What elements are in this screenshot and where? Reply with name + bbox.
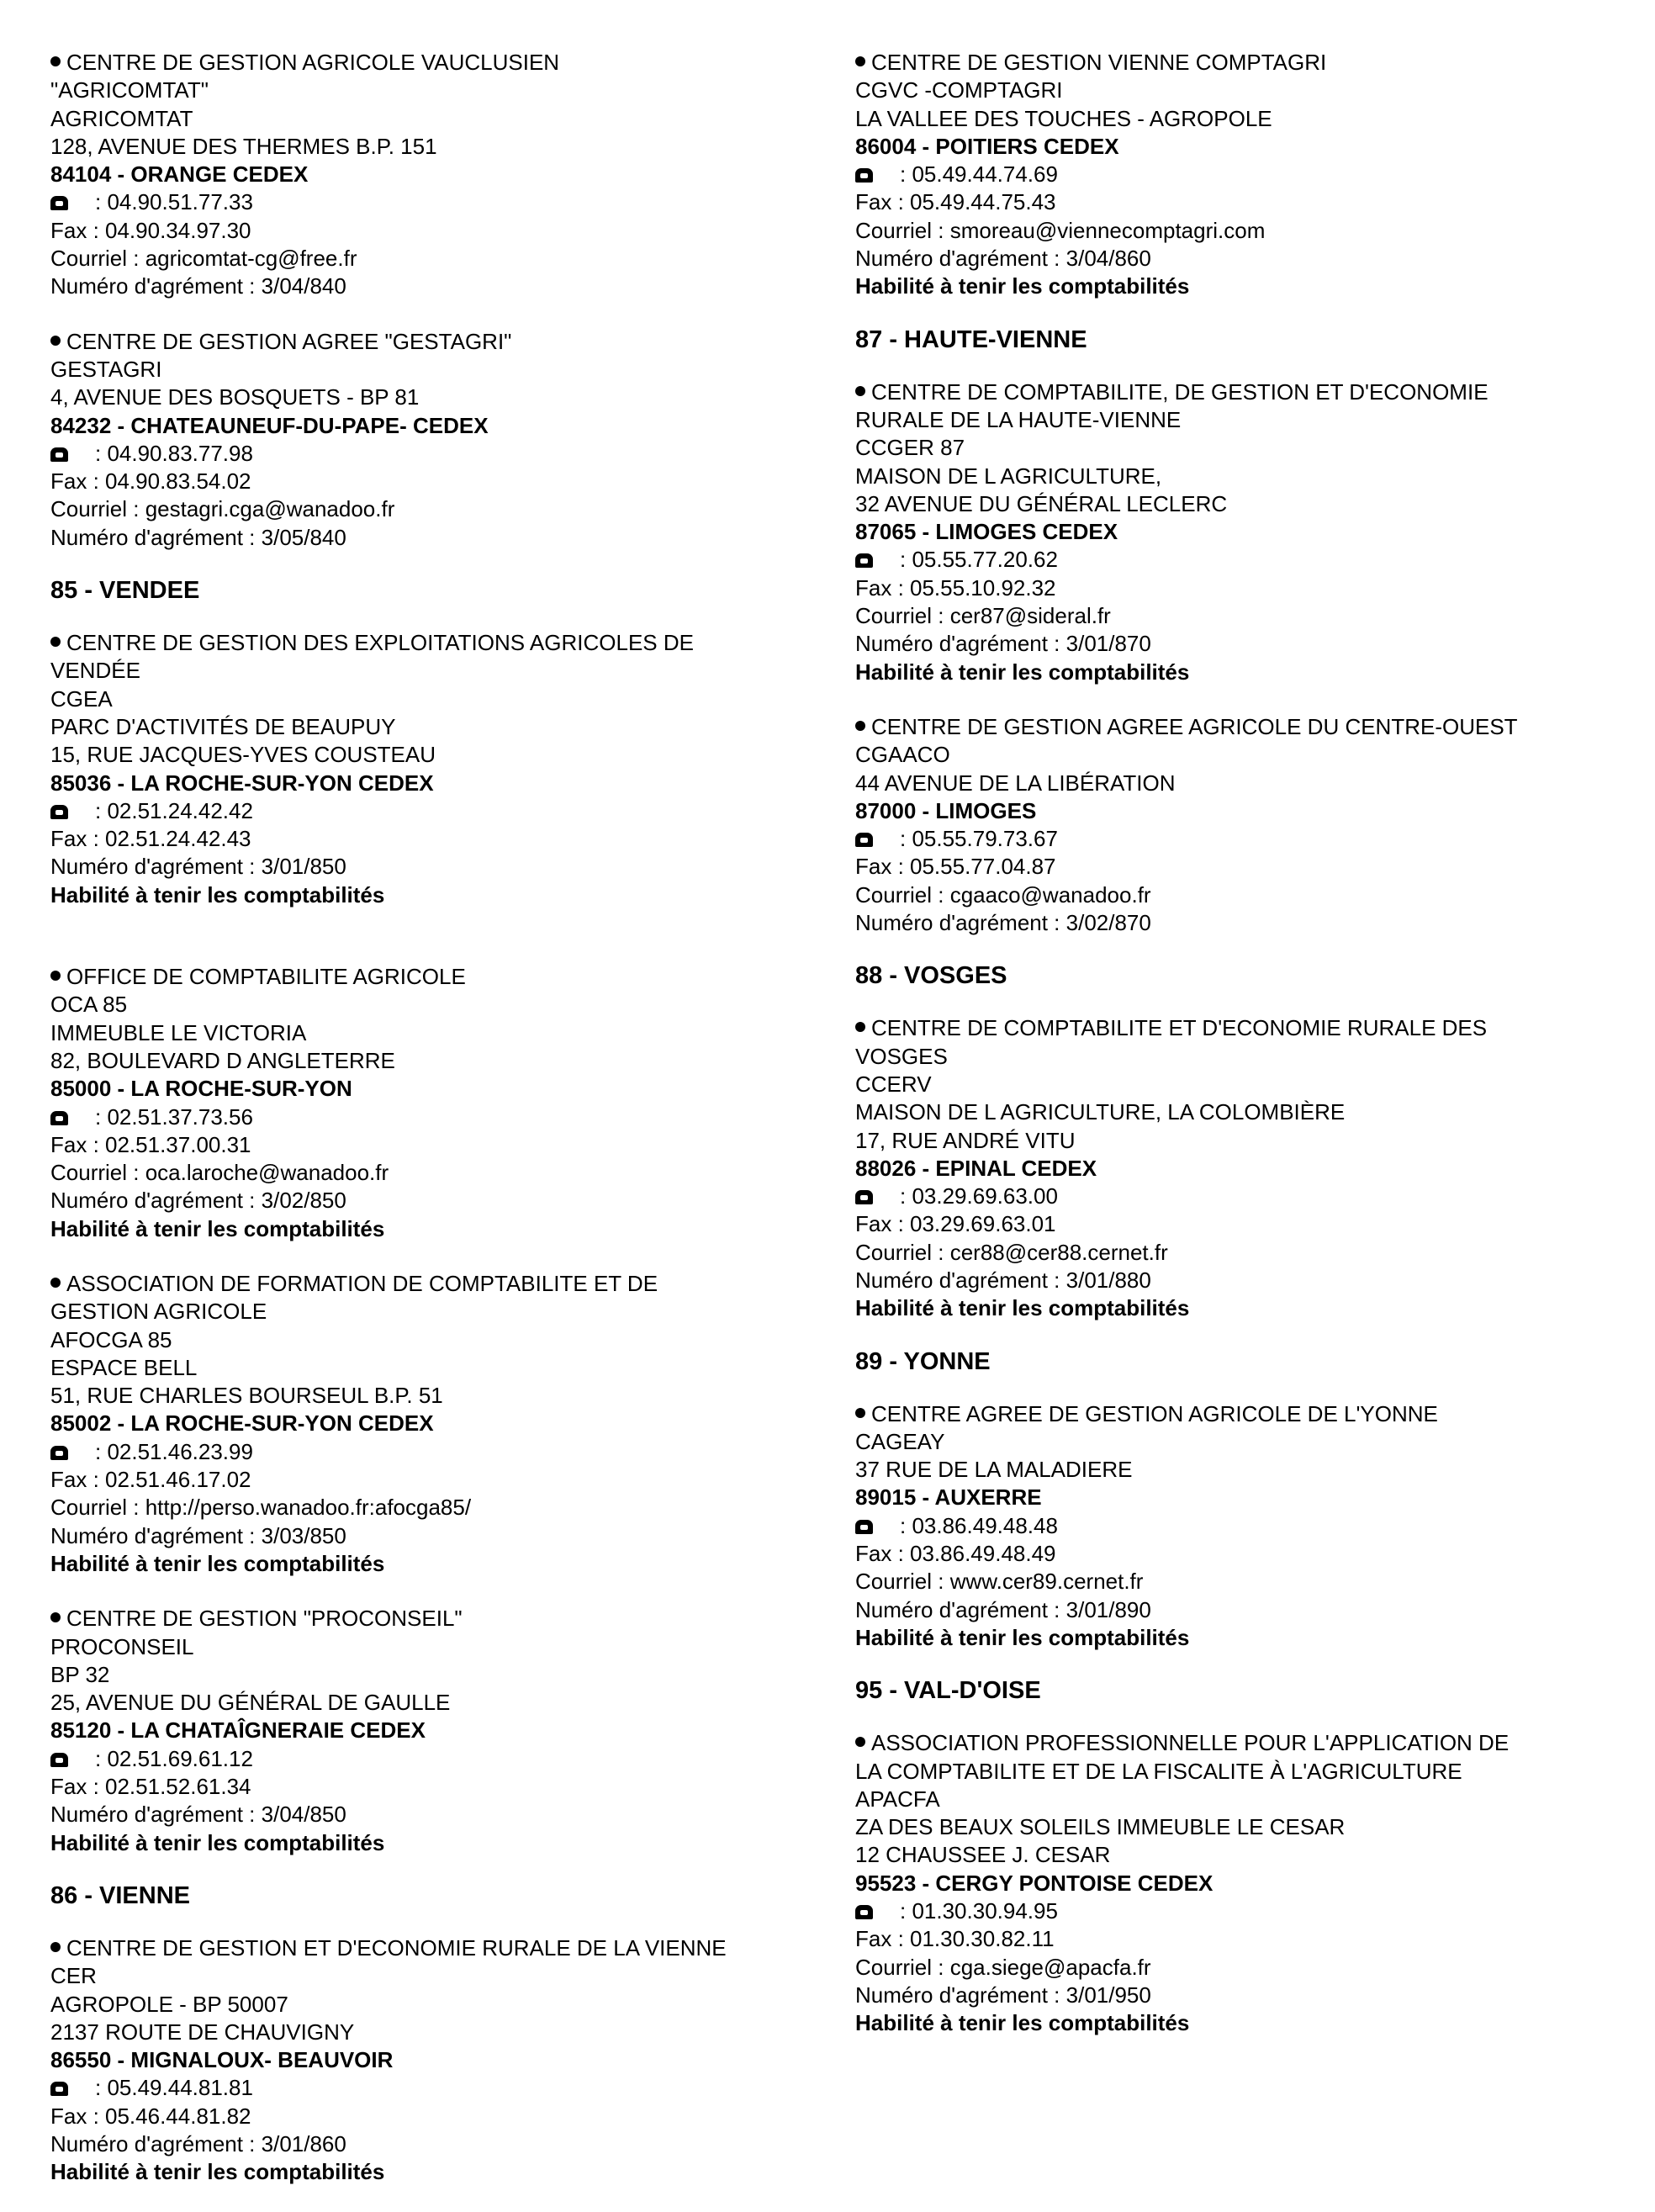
entry-name: OFFICE DE COMPTABILITE AGRICOLE: [66, 964, 466, 990]
entry-fax: Fax : 01.30.30.82.11: [855, 1926, 1055, 1952]
section-heading-88: 88 - VOSGES: [855, 962, 1007, 990]
entry-apacfa: [855, 1729, 1612, 2037]
entry-line: GESTAGRI: [50, 356, 162, 382]
entry-email[interactable]: Courriel : agricomtat-cg@free.fr: [50, 246, 357, 272]
entry-address: 4, AVENUE DES BOSQUETS - BP 81: [50, 384, 420, 410]
entry-line: OCA 85: [50, 992, 128, 1018]
entry-name: CENTRE DE GESTION ET D'ECONOMIE RURALE DE LA VIENNE: [66, 1934, 727, 1961]
entry-gestagri: [50, 328, 807, 552]
entry-line: PROCONSEIL: [50, 1633, 194, 1659]
entry-cer-vienne: [50, 1934, 807, 2187]
entry-agrement: Numéro d'agrément : 3/01/950: [855, 1982, 1151, 2008]
entry-cgvc-comptagri: [855, 49, 1612, 301]
entry-agricomtat: [50, 49, 807, 301]
entry-fax: Fax : 04.90.34.97.30: [50, 217, 251, 243]
bullet-icon: [50, 971, 61, 981]
section-heading-95: 95 - VAL-D'OISE: [855, 1677, 1041, 1705]
entry-fax: Fax : 03.86.49.48.49: [855, 1541, 1056, 1567]
entry-line: LA COMPTABILITE ET DE LA FISCALITE À L'AGRICULTURE: [855, 1758, 1462, 1784]
bullet-icon: [855, 386, 865, 396]
entry-phone: : 05.49.44.74.69: [900, 161, 1058, 188]
entry-line: AFOCGA 85: [50, 1326, 172, 1352]
entry-city: 86550 - MIGNALOUX- BEAUVOIR: [50, 2047, 394, 2073]
entry-cgaaco: [855, 713, 1612, 937]
entry-city: 89015 - AUXERRE: [855, 1484, 1042, 1511]
entry-email[interactable]: Courriel : cer88@cer88.cernet.fr: [855, 1239, 1168, 1265]
entry-agrement: Numéro d'agrément : 3/01/870: [855, 631, 1151, 657]
entry-name: CENTRE DE GESTION AGRICOLE VAUCLUSIEN: [66, 50, 560, 75]
entry-email[interactable]: Courriel : gestagri.cga@wanadoo.fr: [50, 496, 395, 522]
entry-agrement: Numéro d'agrément : 3/01/850: [50, 854, 346, 880]
entry-fax: Fax : 03.29.69.63.01: [855, 1211, 1056, 1237]
bullet-icon: [855, 1022, 865, 1032]
entry-city: 87000 - LIMOGES: [855, 797, 1037, 823]
entry-name: CENTRE DE GESTION AGREE "GESTAGRI": [66, 328, 512, 354]
entry-address: 37 RUE DE LA MALADIERE: [855, 1457, 1133, 1483]
entry-line: APACFA: [855, 1786, 940, 1812]
entry-line: VOSGES: [855, 1043, 948, 1069]
entry-phone: : 05.49.44.81.81: [95, 2075, 253, 2101]
entry-name: CENTRE DE COMPTABILITE ET D'ECONOMIE RURALE DES: [871, 1015, 1488, 1041]
entry-agrement: Numéro d'agrément : 3/02/870: [855, 910, 1151, 936]
bullet-icon: [50, 637, 61, 647]
entry-email[interactable]: Courriel : cga.siege@apacfa.fr: [855, 1954, 1151, 1980]
entry-phone: : 02.51.24.42.42: [95, 797, 253, 823]
entry-phone: : 02.51.69.61.12: [95, 1745, 253, 1771]
entry-habilite: Habilité à tenir les comptabilités: [50, 1215, 385, 1241]
entry-ccger87: [855, 378, 1612, 686]
entry-line: CGEA: [50, 685, 113, 712]
entry-name: CENTRE DE COMPTABILITE, DE GESTION ET D'ECONOMIE: [871, 378, 1488, 405]
entry-fax: Fax : 05.55.10.92.32: [855, 574, 1056, 601]
entry-phone: : 02.51.46.23.99: [95, 1438, 253, 1464]
entry-habilite: Habilité à tenir les comptabilités: [50, 2159, 385, 2185]
entry-line: "AGRICOMTAT": [50, 77, 209, 103]
entry-habilite: Habilité à tenir les comptabilités: [855, 273, 1190, 299]
entry-agrement: Numéro d'agrément : 3/04/850: [50, 1802, 346, 1828]
entry-fax: Fax : 02.51.52.61.34: [50, 1774, 251, 1800]
entry-fax: Fax : 05.46.44.81.82: [50, 2103, 251, 2129]
entry-email[interactable]: Courriel : oca.laroche@wanadoo.fr: [50, 1160, 389, 1186]
entry-habilite: Habilité à tenir les comptabilités: [50, 1550, 385, 1576]
entry-agrement: Numéro d'agrément : 3/01/890: [855, 1596, 1151, 1622]
entry-habilite: Habilité à tenir les comptabilités: [855, 1624, 1190, 1650]
entry-agrement: Numéro d'agrément : 3/03/850: [50, 1522, 346, 1548]
entry-city: 87065 - LIMOGES CEDEX: [855, 519, 1118, 545]
section-heading-87: 87 - HAUTE-VIENNE: [855, 325, 1087, 353]
entry-fax: Fax : 02.51.46.17.02: [50, 1467, 251, 1493]
entry-phone: : 02.51.37.73.56: [95, 1103, 253, 1130]
bullet-icon: [855, 1408, 865, 1418]
entry-fax: Fax : 02.51.24.42.43: [50, 826, 251, 852]
right-column: [855, 49, 1612, 2038]
entry-fax: Fax : 02.51.37.00.31: [50, 1131, 251, 1157]
entry-city: 85000 - LA ROCHE-SUR-YON: [50, 1076, 352, 1102]
telephone-icon: [855, 553, 873, 568]
entry-phone: : 01.30.30.94.95: [900, 1898, 1058, 1924]
entry-email[interactable]: Courriel : cer87@sideral.fr: [855, 603, 1111, 629]
entry-ccerv: [855, 1014, 1612, 1322]
entry-address: 15, RUE JACQUES-YVES COUSTEAU: [50, 742, 436, 768]
entry-address: 2137 ROUTE DE CHAUVIGNY: [50, 2019, 355, 2045]
entry-phone: : 04.90.83.77.98: [95, 440, 253, 466]
entry-name: CENTRE AGREE DE GESTION AGRICOLE DE L'YONNE: [871, 1400, 1438, 1426]
bullet-icon: [50, 56, 61, 66]
section-heading-85: 85 - VENDEE: [50, 577, 200, 605]
entry-city: 84104 - ORANGE CEDEX: [50, 161, 309, 188]
section-heading-89: 89 - YONNE: [855, 1347, 991, 1375]
entry-line: MAISON DE L AGRICULTURE, LA COLOMBIÈRE: [855, 1099, 1346, 1125]
entry-habilite: Habilité à tenir les comptabilités: [855, 1295, 1190, 1321]
bullet-icon: [855, 1737, 865, 1747]
entry-agrement: Numéro d'agrément : 3/05/840: [50, 524, 346, 550]
entry-line: CCGER 87: [855, 435, 965, 461]
entry-line: BP 32: [50, 1661, 110, 1687]
entry-email[interactable]: Courriel : www.cer89.cernet.fr: [855, 1569, 1144, 1595]
entry-address: 12 CHAUSSEE J. CESAR: [855, 1842, 1111, 1868]
entry-habilite: Habilité à tenir les comptabilités: [50, 1829, 385, 1855]
entry-line: CGVC -COMPTAGRI: [855, 77, 1063, 103]
section-heading-86: 86 - VIENNE: [50, 1881, 190, 1909]
entry-agrement: Numéro d'agrément : 3/01/860: [50, 2131, 346, 2156]
bullet-icon: [50, 1942, 61, 1952]
entry-afocga85: [50, 1270, 807, 1578]
entry-address: 25, AVENUE DU GÉNÉRAL DE GAULLE: [50, 1690, 451, 1716]
entry-habilite: Habilité à tenir les comptabilités: [50, 881, 385, 908]
entry-phone: : 03.29.69.63.00: [900, 1183, 1058, 1209]
entry-city: 95523 - CERGY PONTOISE CEDEX: [855, 1870, 1213, 1896]
entry-fax: Fax : 04.90.83.54.02: [50, 468, 251, 495]
entry-line: IMMEUBLE LE VICTORIA: [50, 1019, 307, 1045]
telephone-icon: [50, 805, 68, 819]
entry-name: CENTRE DE GESTION VIENNE COMPTAGRI: [871, 50, 1327, 75]
entry-name: CENTRE DE GESTION DES EXPLOITATIONS AGRICOLES DE: [66, 630, 694, 656]
entry-address: PARC D'ACTIVITÉS DE BEAUPUY: [50, 713, 396, 739]
entry-line: CAGEAY: [855, 1428, 945, 1454]
entry-line: GESTION AGRICOLE: [50, 1299, 267, 1325]
entry-oca85: [50, 963, 807, 1243]
telephone-icon: [855, 1520, 873, 1534]
entry-address: 128, AVENUE DES THERMES B.P. 151: [50, 133, 437, 159]
entry-address: LA VALLEE DES TOUCHES - AGROPOLE: [855, 105, 1272, 131]
telephone-icon: [50, 2082, 68, 2096]
telephone-icon: [855, 1190, 873, 1204]
entry-address: 51, RUE CHARLES BOURSEUL B.P. 51: [50, 1383, 443, 1409]
entry-line: AGRICOMTAT: [50, 105, 193, 131]
telephone-icon: [50, 1446, 68, 1460]
entry-line: RURALE DE LA HAUTE-VIENNE: [855, 406, 1182, 432]
entry-agrement: Numéro d'agrément : 3/01/880: [855, 1267, 1151, 1293]
entry-line: CCERV: [855, 1071, 932, 1097]
entry-habilite: Habilité à tenir les comptabilités: [855, 659, 1190, 685]
entry-address: 32 AVENUE DU GÉNÉRAL LECLERC: [855, 490, 1228, 516]
entry-line: ZA DES BEAUX SOLEILS IMMEUBLE LE CESAR: [855, 1814, 1346, 1840]
telephone-icon: [855, 833, 873, 847]
entry-habilite: Habilité à tenir les comptabilités: [855, 2010, 1190, 2036]
entry-email[interactable]: Courriel : cgaaco@wanadoo.fr: [855, 881, 1151, 908]
entry-phone: : 05.55.79.73.67: [900, 826, 1058, 852]
entry-line: CGAACO: [855, 742, 950, 768]
telephone-icon: [50, 447, 68, 462]
entry-fax: Fax : 05.55.77.04.87: [855, 854, 1056, 880]
entry-name: ASSOCIATION PROFESSIONNELLE POUR L'APPLICATION DE: [871, 1730, 1510, 1756]
telephone-icon: [50, 196, 68, 210]
entry-name: CENTRE DE GESTION AGREE AGRICOLE DU CENTRE-OUEST: [871, 713, 1518, 739]
bullet-icon: [50, 1278, 61, 1288]
entry-city: 88026 - EPINAL CEDEX: [855, 1155, 1097, 1181]
entry-city: 85036 - LA ROCHE-SUR-YON CEDEX: [50, 770, 434, 796]
entry-line: MAISON DE L AGRICULTURE,: [855, 463, 1162, 489]
entry-city: 85120 - LA CHATAÎGNERAIE CEDEX: [50, 1717, 426, 1744]
bullet-icon: [855, 721, 865, 731]
entry-address: 17, RUE ANDRÉ VITU: [855, 1127, 1076, 1153]
entry-name: ASSOCIATION DE FORMATION DE COMPTABILITE ET DE: [66, 1270, 658, 1296]
entry-agrement: Numéro d'agrément : 3/04/860: [855, 246, 1151, 272]
telephone-icon: [855, 168, 873, 183]
entry-name: CENTRE DE GESTION "PROCONSEIL": [66, 1606, 463, 1632]
entry-city: 85002 - LA ROCHE-SUR-YON CEDEX: [50, 1410, 434, 1437]
entry-cageay: [855, 1400, 1612, 1653]
entry-address: 82, BOULEVARD D ANGLETERRE: [50, 1047, 395, 1073]
entry-agrement: Numéro d'agrément : 3/04/840: [50, 273, 346, 299]
entry-city: 84232 - CHATEAUNEUF-DU-PAPE- CEDEX: [50, 412, 489, 438]
bullet-icon: [50, 336, 61, 346]
entry-cgea: [50, 629, 807, 909]
entry-address: 44 AVENUE DE LA LIBÉRATION: [855, 770, 1176, 796]
entry-line: ESPACE BELL: [50, 1354, 198, 1380]
entry-proconseil: [50, 1605, 807, 1857]
entry-agrement: Numéro d'agrément : 3/02/850: [50, 1188, 346, 1214]
entry-phone: : 03.86.49.48.48: [900, 1512, 1058, 1538]
bullet-icon: [50, 1612, 61, 1622]
telephone-icon: [855, 1905, 873, 1919]
entry-email[interactable]: Courriel : smoreau@viennecomptagri.com: [855, 217, 1266, 243]
telephone-icon: [50, 1111, 68, 1125]
entry-line: AGROPOLE - BP 50007: [50, 1991, 288, 2017]
entry-phone: : 04.90.51.77.33: [95, 189, 253, 215]
bullet-icon: [855, 56, 865, 66]
telephone-icon: [50, 1753, 68, 1767]
entry-fax: Fax : 05.49.44.75.43: [855, 189, 1056, 215]
entry-city: 86004 - POITIERS CEDEX: [855, 133, 1119, 159]
entry-email[interactable]: Courriel : http://perso.wanadoo.fr:afocga85/: [50, 1495, 472, 1521]
entry-line: VENDÉE: [50, 658, 140, 684]
left-column: [50, 49, 807, 2187]
entry-phone: : 05.55.77.20.62: [900, 547, 1058, 573]
entry-line: CER: [50, 1963, 97, 1989]
